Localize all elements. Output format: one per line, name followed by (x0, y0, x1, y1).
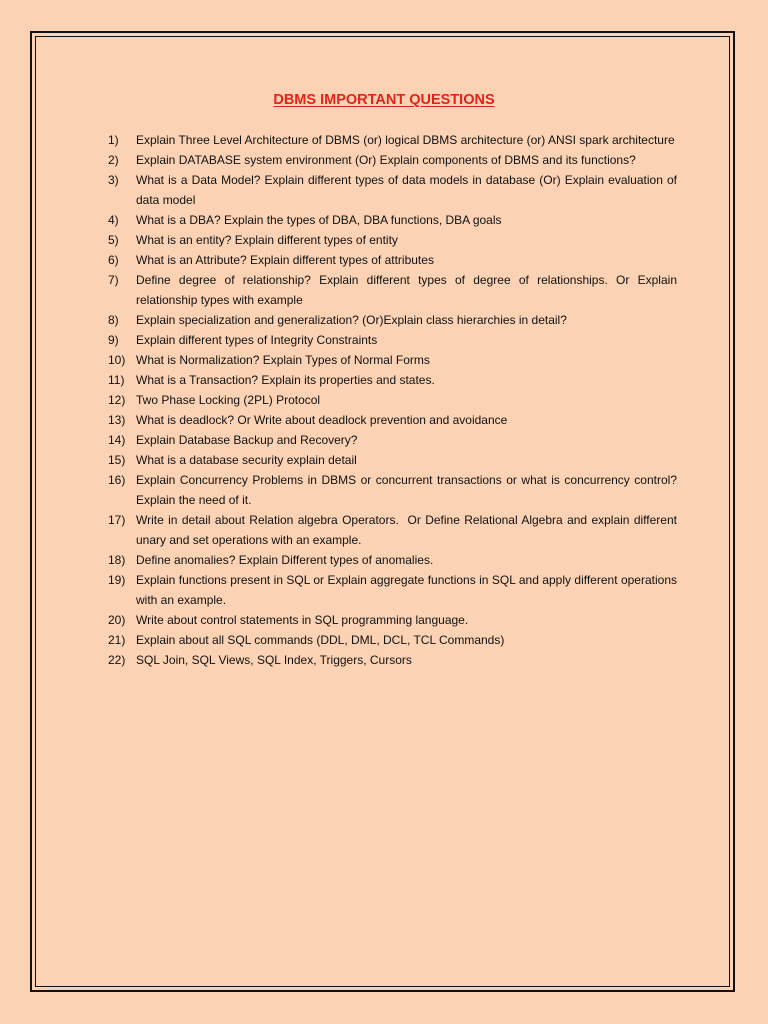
question-text: Explain Three Level Architecture of DBMS (or) logical DBMS architecture (or) ANSI spark architecture (136, 133, 675, 147)
question-text: Explain DATABASE system environment (Or) Explain components of DBMS and its functions? (136, 153, 636, 167)
question-item (108, 650, 677, 670)
question-item (108, 270, 681, 310)
question-item (108, 550, 677, 570)
question-number: 14) (108, 433, 126, 447)
question-number: 22) (108, 653, 126, 667)
question-text: Explain functions present in SQL or Explain aggregate functions in SQL and apply different operations with an example. (136, 573, 681, 607)
question-number: 12) (108, 393, 126, 407)
question-text: Two Phase Locking (2PL) Protocol (136, 393, 321, 407)
question-item (108, 630, 677, 650)
question-item (108, 150, 677, 170)
question-item (108, 330, 677, 350)
question-text: What is a Data Model? Explain different types of data models in database (Or) Explain evaluation of data model (136, 173, 681, 207)
question-number: 16) (108, 473, 126, 487)
question-number: 21) (108, 633, 126, 647)
question-text: Explain different types of Integrity Constraints (136, 333, 378, 347)
question-number: 4) (108, 213, 119, 227)
question-number: 10) (108, 353, 126, 367)
question-item (108, 430, 677, 450)
question-item (108, 610, 677, 630)
question-item (108, 210, 677, 230)
question-number: 3) (108, 173, 119, 187)
question-number: 6) (108, 253, 119, 267)
question-item (108, 410, 677, 430)
question-text: What is a Transaction? Explain its properties and states. (136, 373, 435, 387)
question-text: What is a database security explain detail (136, 453, 357, 467)
question-number: 7) (108, 273, 119, 287)
question-text: Define degree of relationship? Explain different types of degree of relationships. Or Explain relationship types with example (136, 273, 681, 307)
question-item (108, 310, 677, 330)
question-number: 19) (108, 573, 126, 587)
question-text: Explain specialization and generalization? (Or)Explain class hierarchies in detail? (136, 313, 567, 327)
question-item (108, 470, 681, 510)
question-item (108, 570, 681, 610)
question-number: 11) (108, 373, 125, 387)
question-item (108, 510, 681, 550)
question-number: 1) (108, 133, 119, 147)
question-text: Explain Database Backup and Recovery? (136, 433, 358, 447)
question-number: 2) (108, 153, 119, 167)
question-number: 18) (108, 553, 126, 567)
question-number: 15) (108, 453, 126, 467)
question-text: What is deadlock? Or Write about deadlock prevention and avoidance (136, 413, 508, 427)
question-text: Define anomalies? Explain Different types of anomalies. (136, 553, 434, 567)
questions-list (108, 130, 681, 670)
question-item (108, 350, 677, 370)
question-number: 13) (108, 413, 126, 427)
question-text: Write about control statements in SQL programming language. (136, 613, 469, 627)
question-item (108, 170, 681, 210)
question-text: What is an entity? Explain different types of entity (136, 233, 398, 247)
question-text: What is a DBA? Explain the types of DBA, DBA functions, DBA goals (136, 213, 502, 227)
question-text: What is an Attribute? Explain different types of attributes (136, 253, 434, 267)
question-item (108, 390, 677, 410)
question-number: 5) (108, 233, 119, 247)
question-item (108, 250, 677, 270)
page-title (0, 92, 768, 108)
question-text: What is Normalization? Explain Types of Normal Forms (136, 353, 430, 367)
question-item (108, 230, 677, 250)
question-number: 17) (108, 513, 126, 527)
question-text: Explain about all SQL commands (DDL, DML, DCL, TCL Commands) (136, 633, 505, 647)
question-item (108, 130, 677, 150)
question-text: Explain Concurrency Problems in DBMS or concurrent transactions or what is concurrency control? Explain the need of it. (136, 473, 681, 507)
question-text: Write in detail about Relation algebra Operators. Or Define Relational Algebra and explain different unary and set operations with an example. (136, 513, 681, 547)
question-number: 8) (108, 313, 119, 327)
page-title-text: DBMS IMPORTANT QUESTIONS (273, 92, 495, 108)
question-number: 20) (108, 613, 126, 627)
question-item (108, 370, 677, 390)
question-number: 9) (108, 333, 119, 347)
question-text: SQL Join, SQL Views, SQL Index, Triggers, Cursors (136, 653, 412, 667)
question-item (108, 450, 677, 470)
